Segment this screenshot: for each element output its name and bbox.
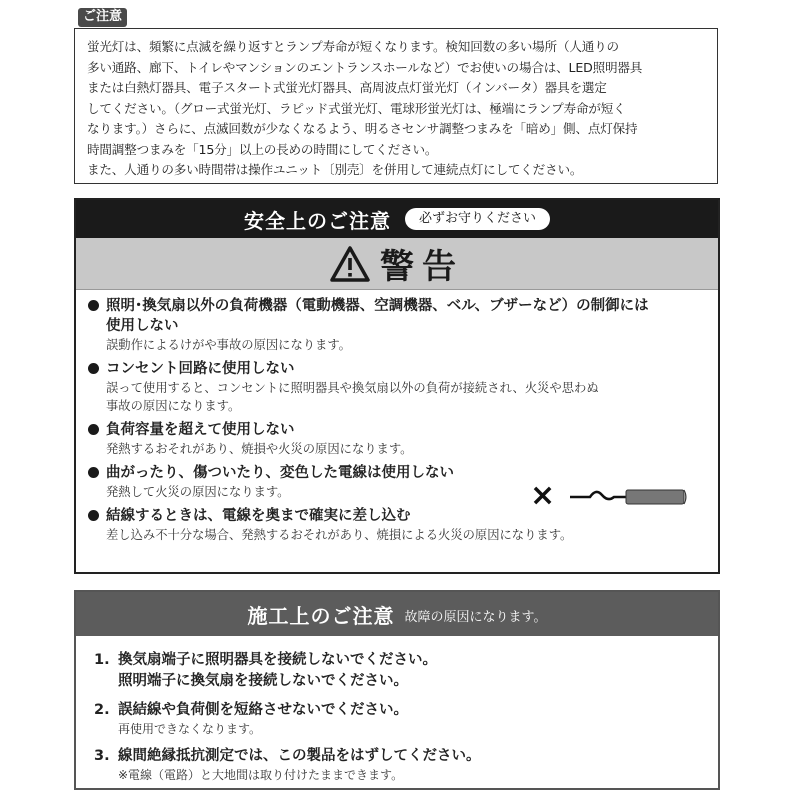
safety-title: 安全上のご注意	[243, 208, 391, 233]
notice-line: してください。（グロー式蛍光灯、ラピッド式蛍光灯、電球形蛍光灯は、極端にランプ寿命が短く	[87, 100, 626, 116]
warning-item-title: 使用しない	[106, 318, 179, 334]
safety-section	[74, 198, 720, 574]
notice-line: なります。）さらに、点滅回数が少なくなるよう、明るさセンサ調整つまみを「暗め」側、点灯保持	[87, 121, 638, 136]
warning-item	[86, 296, 718, 354]
warning-item	[86, 359, 718, 415]
safety-pill: 必ずお守りください	[405, 208, 550, 230]
damaged-cable-icon	[530, 478, 690, 512]
warning-item-desc: 誤って使用すると、コンセントに照明器具や換気扇以外の負荷が接続され、火災や思わぬ	[106, 381, 599, 395]
work-item-number: 1.	[94, 652, 110, 668]
bullet	[88, 467, 99, 478]
work-item-title: 換気扇端子に照明器具を接続しないでください。	[118, 652, 437, 668]
work-subtitle: 故障の原因になります。	[404, 610, 547, 625]
work-item-desc: 再使用できなくなります。	[118, 722, 262, 736]
notice-line: また、人通りの多い時間帯は操作ユニット〔別売〕を併用して連続点灯にしてください。	[87, 162, 583, 177]
warning-item-title: コンセント回路に使用しない	[106, 361, 295, 377]
notice-line: または白熱灯器具、電子スタート式蛍光灯器具、高周波点灯蛍光灯（インバータ）器具を選定	[87, 80, 607, 95]
work-item-number: 2.	[94, 702, 110, 718]
work-item-desc: ※電線（電路）と大地間は取り付けたままできます。	[118, 768, 404, 782]
notice-line: 多い通路、廊下、トイレやマンションのエントランスホールなど）でお使いの場合は、LED照明器具	[87, 59, 643, 75]
work-title: 施工上のご注意	[247, 603, 395, 628]
warning-triangle-icon	[330, 246, 370, 282]
bullet	[88, 510, 99, 521]
warning-item-title: 照明･換気扇以外の負荷機器（電動機器、空調機器、ベル、ブザーなど）の制御には	[106, 298, 649, 314]
work-item	[94, 746, 718, 784]
warning-item-desc: 差し込み不十分な場合、発熱するおそれがあり、焼損による火災の原因になります。	[106, 528, 573, 542]
work-header	[76, 592, 718, 636]
work-item-number: 3.	[94, 748, 110, 764]
work-section	[74, 590, 720, 790]
warning-item-title: 結線するときは、電線を奥まで確実に差し込む	[106, 508, 411, 524]
warning-item-desc: 発熱するおそれがあり、焼損や火災の原因になります。	[106, 442, 413, 456]
bullet	[88, 363, 99, 374]
notice-line: 時間調整つまみを「15分」以上の長めの時間にしてください。	[87, 141, 438, 157]
work-item	[94, 650, 718, 692]
warning-item-title: 曲がったり、傷ついたり、変色した電線は使用しない	[106, 465, 454, 481]
work-item-title: 線間絶縁抵抗測定では、この製品をはずしてください。	[118, 748, 481, 764]
work-item-title: 照明端子に換気扇を接続しないでください。	[118, 673, 408, 689]
warning-item-desc: 事故の原因になります。	[106, 399, 241, 413]
work-list	[76, 636, 718, 784]
warning-item-title: 負荷容量を超えて使用しない	[106, 422, 295, 438]
bullet	[88, 300, 99, 311]
bullet	[88, 424, 99, 435]
work-item	[94, 700, 718, 738]
cross-mark: ×	[530, 478, 556, 512]
warning-bar	[76, 238, 718, 290]
warning-item-desc: 発熱して火災の原因になります。	[106, 485, 290, 499]
notice-box	[74, 28, 718, 184]
warning-item	[86, 420, 718, 458]
safety-header	[76, 200, 718, 238]
warning-label: 警告	[380, 247, 464, 287]
notice-tag: ご注意	[78, 8, 127, 27]
notice-line: 蛍光灯は、頻繁に点滅を繰り返すとランプ寿命が短くなります。検知回数の多い場所（人通りの	[87, 39, 619, 54]
warning-item-desc: 誤動作によるけがや事故の原因になります。	[106, 338, 351, 352]
work-item-title: 誤結線や負荷側を短絡させないでください。	[118, 702, 408, 718]
